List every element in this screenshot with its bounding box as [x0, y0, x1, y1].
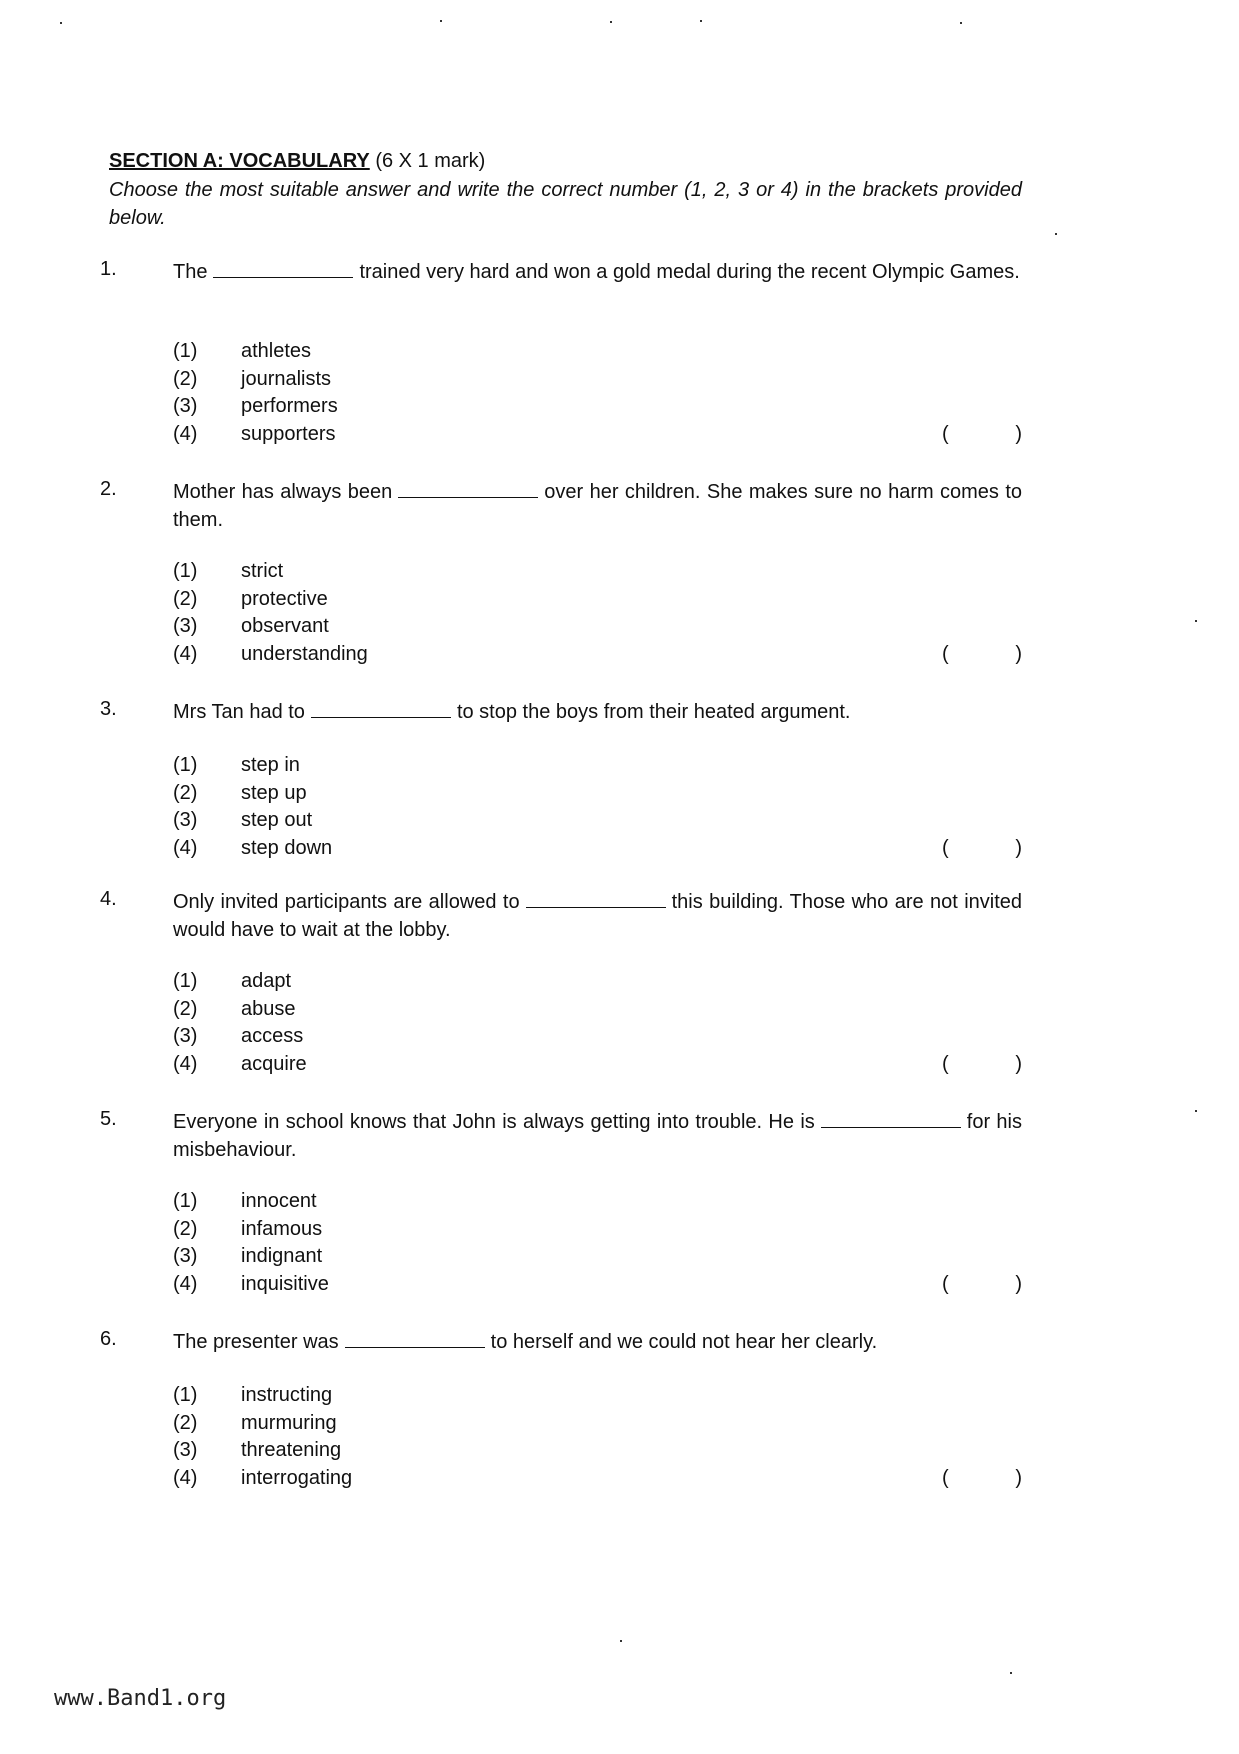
option-number: (3)	[173, 395, 198, 417]
answer-blank	[345, 1331, 485, 1348]
stem-before: Only invited participants are allowed to	[173, 891, 520, 913]
option-text: indignant	[241, 1245, 323, 1267]
answer-brackets[interactable]	[942, 1465, 1022, 1493]
option-list	[173, 968, 1022, 1078]
option-2	[173, 1216, 1022, 1244]
option-4	[173, 1465, 1022, 1493]
option-2	[173, 996, 1022, 1024]
scan-speck	[1195, 620, 1197, 622]
option-3	[173, 613, 1022, 641]
question-number: 5.	[100, 1108, 117, 1130]
stem-after: this building. Those who are not invited would have to wait at the lobby.	[173, 891, 1023, 941]
option-text: infamous	[241, 1217, 323, 1240]
bracket-close: )	[1015, 1466, 1022, 1489]
question-number: 2.	[100, 478, 117, 500]
stem-before: Mrs Tan had to	[173, 701, 305, 723]
answer-blank	[821, 1111, 961, 1128]
scan-speck	[960, 22, 962, 24]
scan-speck	[610, 21, 612, 23]
scan-speck	[620, 1640, 622, 1642]
option-text: step in	[241, 754, 300, 776]
option-4	[173, 1051, 1022, 1079]
bracket-open: (	[942, 836, 949, 859]
stem-before: Mother has always been	[173, 481, 393, 503]
question-number: 3.	[100, 698, 117, 720]
option-text: interrogating	[241, 1466, 353, 1489]
option-4	[173, 835, 1022, 863]
option-number: (1)	[173, 1384, 198, 1406]
option-text: performers	[241, 395, 338, 417]
option-number: (4)	[173, 1466, 198, 1489]
footer-site: www.Band1.org	[54, 1686, 227, 1711]
answer-blank	[398, 481, 538, 498]
scan-speck	[1055, 233, 1057, 235]
option-2	[173, 366, 1022, 394]
option-number: (3)	[173, 1025, 198, 1047]
stem-before: The presenter was	[173, 1331, 339, 1353]
answer-brackets[interactable]	[942, 641, 1022, 669]
option-number: (3)	[173, 1439, 198, 1461]
option-text: inquisitive	[241, 1272, 329, 1295]
bracket-open: (	[942, 1466, 949, 1489]
option-number: (3)	[173, 809, 198, 831]
option-number: (4)	[173, 836, 198, 859]
option-text: strict	[241, 560, 284, 582]
option-text: step out	[241, 809, 313, 831]
option-number: (2)	[173, 997, 198, 1020]
question-number: 6.	[100, 1328, 117, 1350]
option-1	[173, 558, 1022, 586]
answer-brackets[interactable]	[942, 1051, 1022, 1079]
option-3	[173, 1437, 1022, 1465]
option-1	[173, 338, 1022, 366]
bracket-close: )	[1015, 642, 1022, 665]
option-number: (2)	[173, 367, 198, 390]
bracket-open: (	[942, 642, 949, 665]
option-text: journalists	[241, 367, 332, 390]
bracket-open: (	[942, 1272, 949, 1295]
scan-speck	[60, 22, 62, 24]
section-title: SECTION A: VOCABULARY	[109, 150, 370, 172]
section-instructions: Choose the most suitable answer and write the correct number (1, 2, 3 or 4) in the brackets provided below.	[109, 179, 1022, 229]
option-text: murmuring	[241, 1411, 337, 1434]
option-4	[173, 1271, 1022, 1299]
option-text: acquire	[241, 1052, 307, 1075]
option-number: (1)	[173, 1190, 198, 1212]
option-text: innocent	[241, 1190, 317, 1212]
question-number: 4.	[100, 888, 117, 910]
option-4	[173, 641, 1022, 669]
scan-speck	[1010, 1672, 1012, 1674]
option-text: athletes	[241, 340, 312, 362]
option-text: observant	[241, 615, 329, 637]
answer-brackets[interactable]	[942, 421, 1022, 449]
option-2	[173, 1410, 1022, 1438]
bracket-close: )	[1015, 1052, 1022, 1075]
option-number: (4)	[173, 1272, 198, 1295]
scan-speck	[1195, 1110, 1197, 1112]
option-text: instructing	[241, 1384, 333, 1406]
option-number: (1)	[173, 560, 198, 582]
option-text: abuse	[241, 997, 296, 1020]
question-stem	[173, 698, 1022, 726]
option-list	[173, 1382, 1022, 1492]
answer-brackets[interactable]	[942, 1271, 1022, 1299]
bracket-close: )	[1015, 836, 1022, 859]
option-3	[173, 807, 1022, 835]
question-stem	[173, 1328, 1022, 1356]
option-text: step down	[241, 836, 333, 859]
option-3	[173, 1023, 1022, 1051]
option-text: step up	[241, 781, 307, 804]
option-3	[173, 1243, 1022, 1271]
option-number: (4)	[173, 422, 198, 445]
stem-after: over her children. She makes sure no harm comes to them.	[173, 481, 1022, 531]
stem-before: The	[173, 261, 208, 283]
option-list	[173, 338, 1022, 448]
option-number: (1)	[173, 340, 198, 362]
stem-after: to stop the boys from their heated argument.	[456, 701, 851, 723]
option-1	[173, 968, 1022, 996]
option-2	[173, 586, 1022, 614]
answer-blank	[526, 891, 666, 908]
option-list	[173, 558, 1022, 668]
option-text: protective	[241, 587, 328, 610]
bracket-open: (	[942, 1052, 949, 1075]
option-list	[173, 752, 1022, 862]
stem-after: for his misbehaviour.	[173, 1111, 1022, 1161]
question-stem	[173, 478, 1022, 534]
option-number: (1)	[173, 970, 198, 992]
answer-brackets[interactable]	[942, 835, 1022, 863]
bracket-close: )	[1015, 422, 1022, 445]
answer-blank	[311, 701, 451, 718]
stem-after: trained very hard and won a gold medal during the recent Olympic Games.	[359, 261, 1020, 283]
option-list	[173, 1188, 1022, 1298]
option-3	[173, 393, 1022, 421]
option-text: threatening	[241, 1439, 342, 1461]
option-1	[173, 752, 1022, 780]
scan-speck	[440, 20, 442, 22]
section-marks: (6 X 1 mark)	[375, 150, 486, 172]
answer-blank	[213, 261, 353, 278]
question-number: 1.	[100, 258, 117, 280]
option-text: understanding	[241, 642, 368, 665]
option-text: supporters	[241, 422, 336, 445]
scan-speck	[700, 20, 702, 22]
option-number: (2)	[173, 1217, 198, 1240]
option-1	[173, 1188, 1022, 1216]
bracket-close: )	[1015, 1272, 1022, 1295]
stem-before: Everyone in school knows that John is always getting into trouble. He is	[173, 1111, 815, 1133]
bracket-open: (	[942, 422, 949, 445]
option-number: (3)	[173, 615, 198, 637]
option-4	[173, 421, 1022, 449]
option-number: (4)	[173, 642, 198, 665]
option-number: (4)	[173, 1052, 198, 1075]
option-text: adapt	[241, 970, 292, 992]
question-stem	[173, 1108, 1022, 1164]
option-number: (1)	[173, 754, 198, 776]
option-number: (2)	[173, 781, 198, 804]
question-stem	[173, 888, 1022, 944]
option-1	[173, 1382, 1022, 1410]
stem-after: to herself and we could not hear her clearly.	[490, 1331, 878, 1353]
option-text: access	[241, 1025, 304, 1047]
option-number: (2)	[173, 1411, 198, 1434]
option-number: (2)	[173, 587, 198, 610]
question-stem	[173, 258, 1022, 286]
section-heading	[109, 150, 485, 173]
option-2	[173, 780, 1022, 808]
option-number: (3)	[173, 1245, 198, 1267]
